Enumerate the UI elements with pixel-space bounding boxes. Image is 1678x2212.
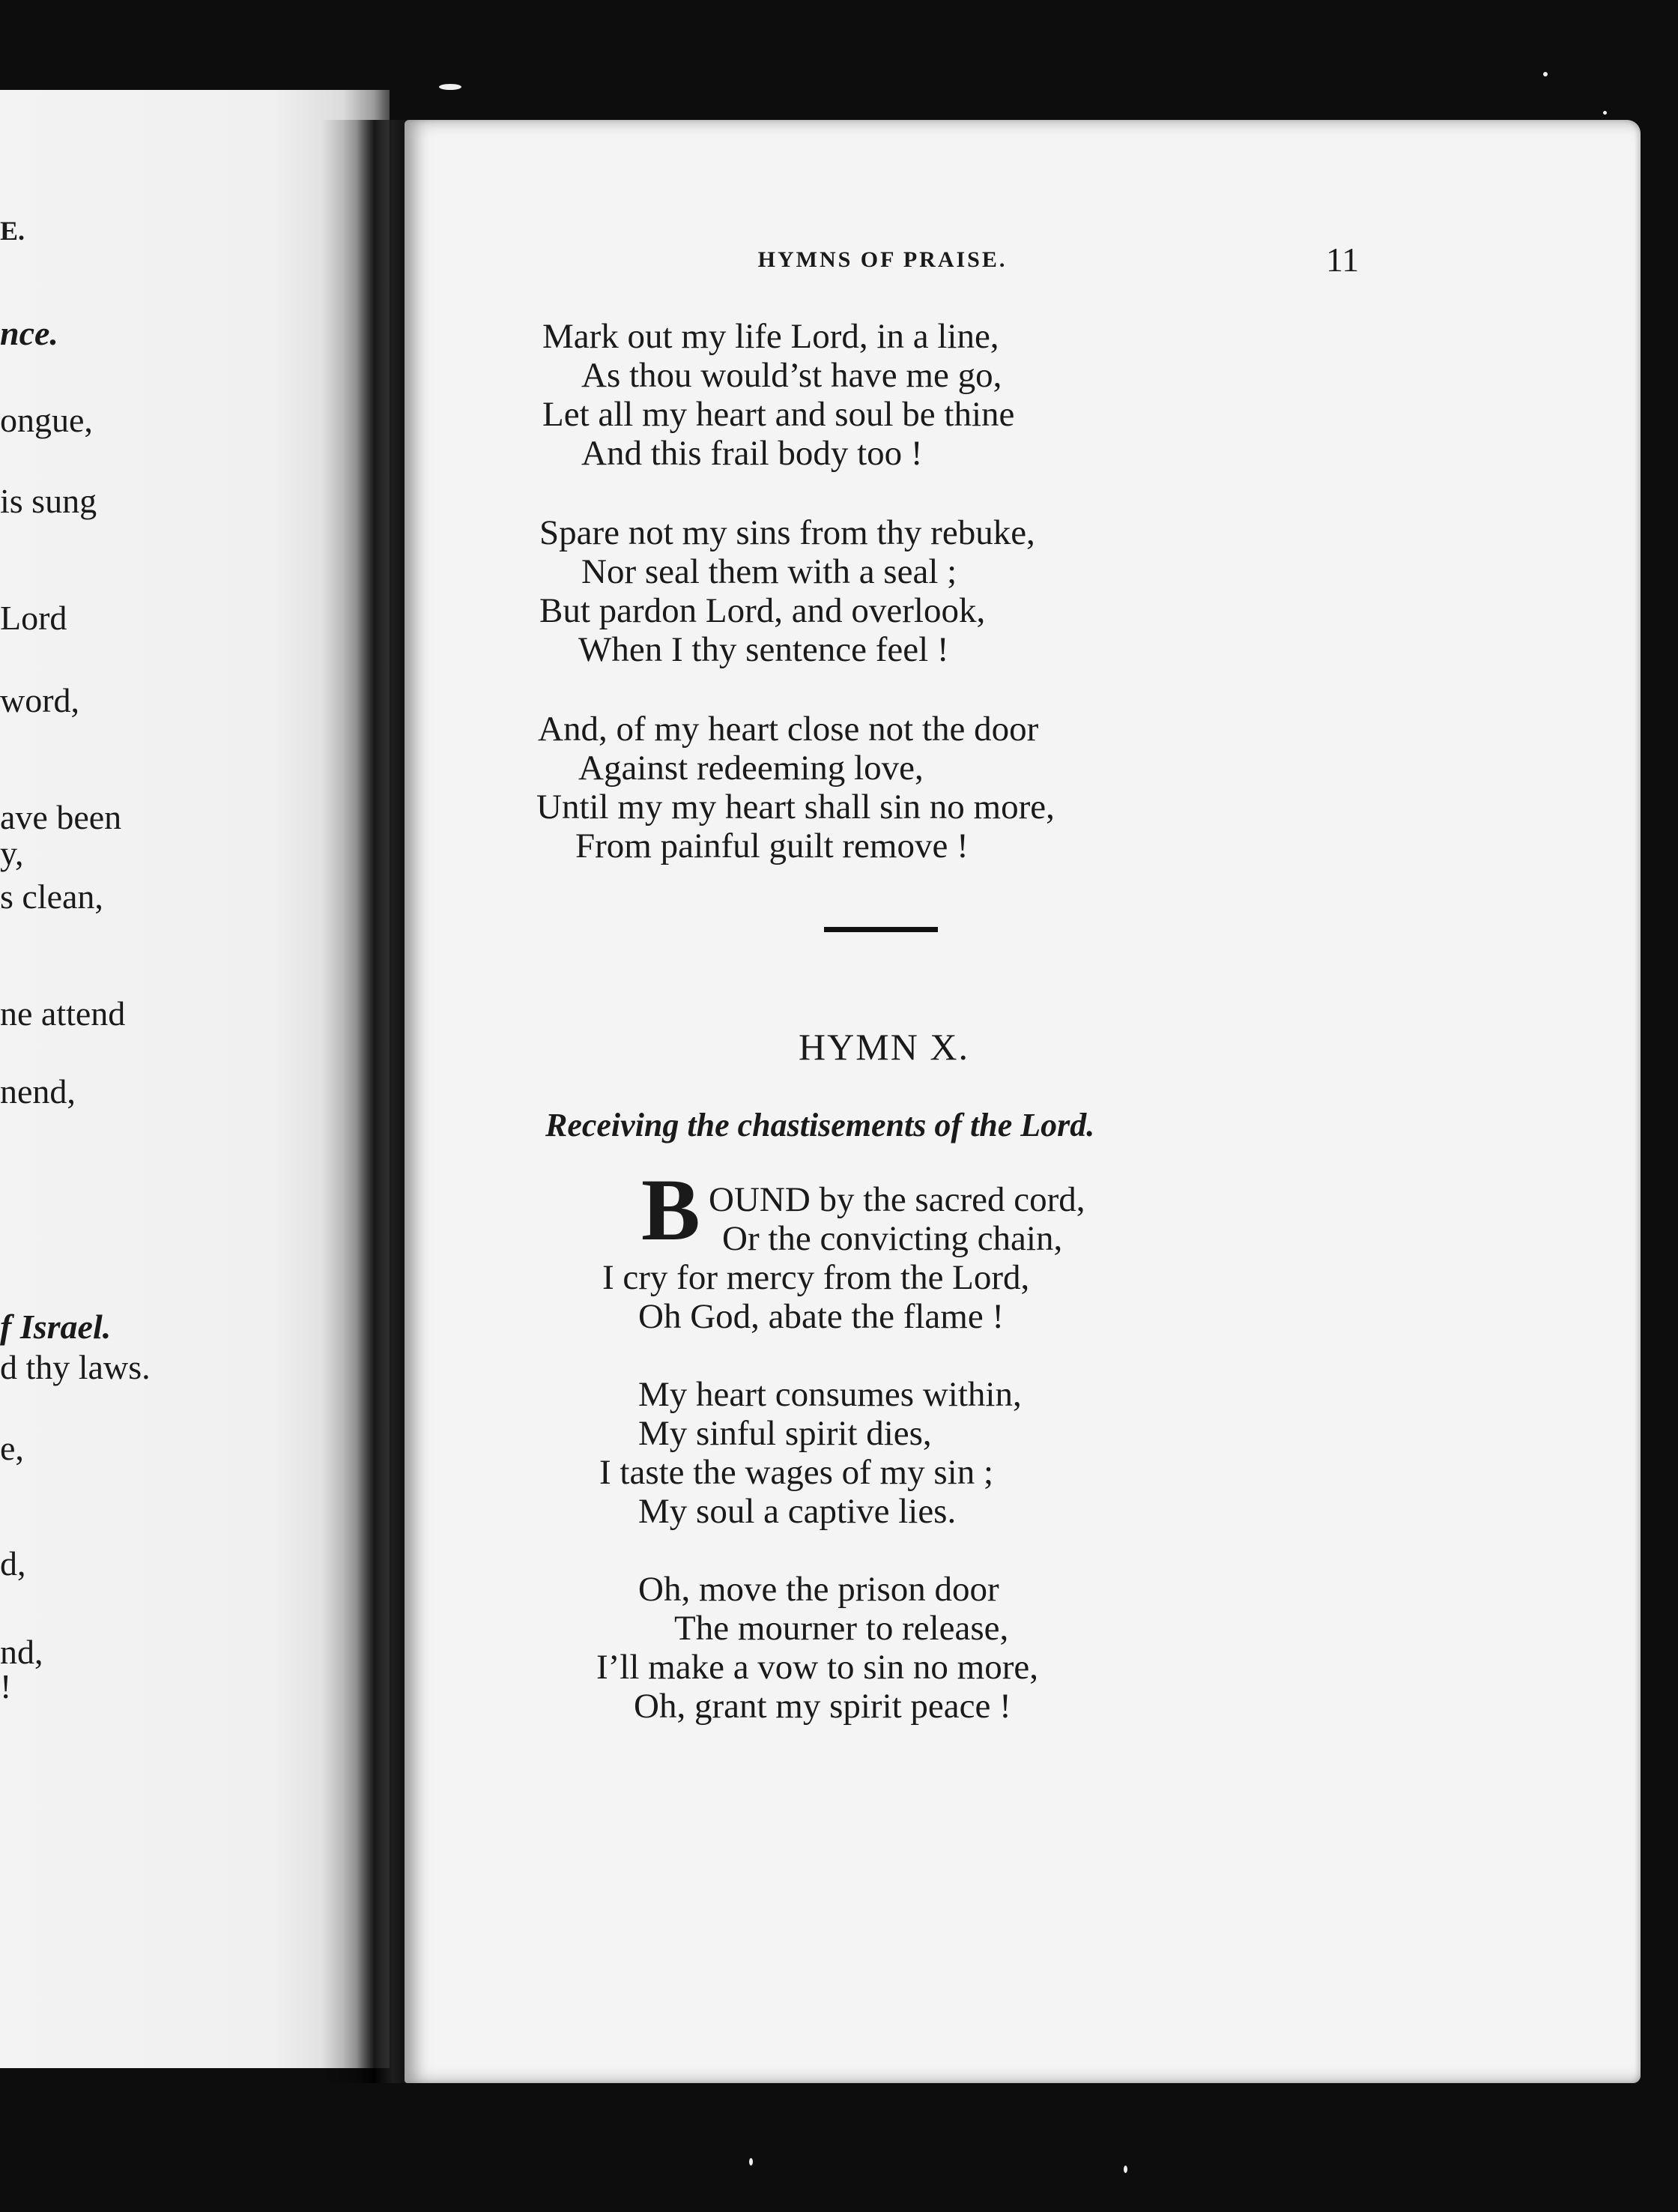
left-fragment: nend, [0,1072,76,1110]
verse-line: The mourner to release, [674,1609,1009,1648]
verse-line: OUND by the sacred cord, [709,1180,1085,1219]
left-fragment: e, [0,1429,24,1467]
verse-line: I’ll make a vow to sin no more, [596,1648,1038,1687]
verse-line: Nor seal them with a seal ; [581,552,957,591]
left-fragment: y, [0,834,24,872]
verse-line: Oh, grant my spirit peace ! [634,1687,1011,1726]
scan-speck [1603,111,1607,115]
verse-line: But pardon Lord, and overlook, [539,591,986,630]
left-fragment: s clean, [0,877,103,916]
left-fragment: ave been [0,798,122,836]
verse-line: Against redeeming love, [578,749,924,788]
hymn-subtitle: Receiving the chastisements of the Lord. [545,1107,1095,1143]
left-fragment: ne attend [0,994,126,1033]
left-fragment: Lord [0,599,67,637]
verse-line: Oh, move the prison door [638,1570,999,1609]
drop-cap-letter: B [641,1161,700,1259]
left-fragment: d, [0,1544,26,1583]
verse-line: Until my my heart shall sin no more, [536,788,1055,827]
page-number: 11 [1326,241,1360,279]
verse-line: When I thy sentence feel ! [578,630,949,669]
left-fragment: ongue, [0,401,93,439]
verse-line: Oh God, abate the flame ! [638,1297,1005,1336]
verse-line: Mark out my life Lord, in a line, [542,317,999,356]
verse-line: And, of my heart close not the door [538,710,1039,749]
scan-speck [439,84,461,90]
verse-line: Or the convicting chain, [722,1219,1063,1258]
left-fragment: nd, [0,1633,43,1671]
running-head: HYMNS OF PRAISE. [757,247,1008,272]
left-fragment: word, [0,681,80,719]
verse-line: My soul a captive lies. [638,1492,957,1531]
book-gutter-shadow [321,120,411,2083]
left-fragment: E. [0,216,25,246]
left-fragment: is sung [0,482,97,520]
section-divider-rule [824,927,938,932]
scan-speck [749,2158,753,2166]
hymn-title: HYMN X. [799,1026,969,1068]
verse-line: As thou would’st have me go, [581,356,1002,395]
verse-line: Spare not my sins from thy rebuke, [539,513,1035,552]
left-fragment: d thy laws. [0,1348,151,1386]
left-fragment: nce. [0,314,58,352]
verse-line: My sinful spirit dies, [638,1414,932,1453]
verse-line: From painful guilt remove ! [575,827,969,865]
left-fragment: f Israel. [0,1308,112,1346]
scan-speck [1124,2166,1127,2173]
verse-line: I taste the wages of my sin ; [599,1453,994,1492]
verse-line: And this frail body too ! [581,434,923,473]
verse-line: Let all my heart and soul be thine [542,395,1015,434]
left-fragment: ! [0,1667,12,1705]
scan-speck [1543,72,1548,76]
verse-line: My heart consumes within, [638,1375,1022,1414]
verse-line: I cry for mercy from the Lord, [602,1258,1030,1297]
